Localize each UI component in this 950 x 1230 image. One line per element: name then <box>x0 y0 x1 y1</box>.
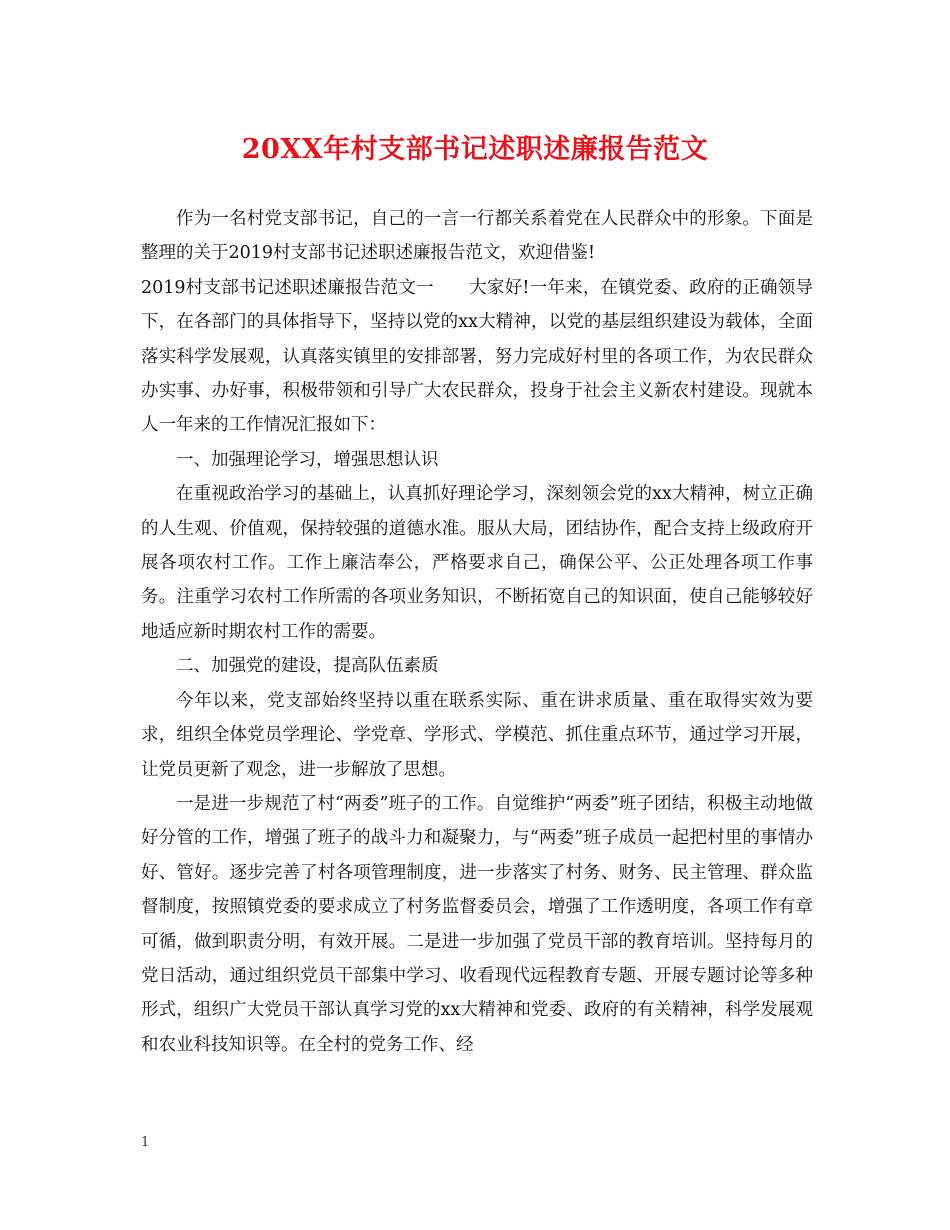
paragraph-intro: 作为一名村党支部书记，自己的一言一行都关系着党在人民群众中的形象。下面是整理的关于2019村支部书记述职述廉报告范文，欢迎借鉴! <box>141 209 813 264</box>
paragraph-opening: 2019村支部书记述职述廉报告范文一 大家好!一年来，在镇党委、政府的正确领导下，在各部门的具体指导下，坚持以党的xx大精神，以党的基层组织建设为载体，全面落实科学发展观，认真落实镇里的安排部署，努力完成好村里的各项工作，为农民群众办实事、办好事，积极带领和引导广大农民群众，投身于社会主义新农村建设。现就本人一年来的工作情况汇报如下： <box>141 277 813 436</box>
paragraph-theory-study: 在重视政治学习的基础上，认真抓好理论学习，深刻领会党的xx大精神，树立正确的人生观、价值观，保持较强的道德水准。服从大局，团结协作，配合支持上级政府开展各项农村工作。工作上廉洁奉公，严格要求自己，确保公平、公正处理各项工作事务。注重学习农村工作所需的各项业务知识，不断拓宽自己的知识面，使自己能够较好地适应新时期农村工作的需要。 <box>141 484 813 642</box>
page-number: 1 <box>141 1135 150 1150</box>
paragraph-party-building: 今年以来，党支部始终坚持以重在联系实际、重在讲求质量、重在取得实效为要求，组织全体党员学理论、学党章、学形式、学模范、抓住重点环节，通过学习开展，让党员更新了观念，进一步解放了思想。 <box>141 690 813 780</box>
document-body <box>141 202 813 1062</box>
page-title: 20XX年村支部书记述职述廉报告范文 <box>241 134 709 165</box>
paragraph-two-committees: 一是进一步规范了村“两委”班子的工作。自觉维护“两委”班子团结，积极主动地做好分管的工作，增强了班子的战斗力和凝聚力，与“两委”班子成员一起把村里的事情办好、管好。逐步完善了村各项管理制度，进一步落实了村务、财务、民主管理、群众监督制度，按照镇党委的要求成立了村务监督委员会，增强了工作透明度，各项工作有章可循，做到职责分明，有效开展。二是进一步加强了党员干部的教育培训。坚持每月的党日活动，通过组织党员干部集中学习、收看现代远程教育专题、开展专题讨论等多种形式，组织广大党员干部认真学习党的xx大精神和党委、政府的有关精神，科学发展观和农业科技知识等。在全村的党务工作、经 <box>141 793 813 1055</box>
section-heading-party-building: 二、加强党的建设，提高队伍素质 <box>176 656 439 677</box>
section-heading-theory-study: 一、加强理论学习，增强思想认识 <box>176 449 439 470</box>
